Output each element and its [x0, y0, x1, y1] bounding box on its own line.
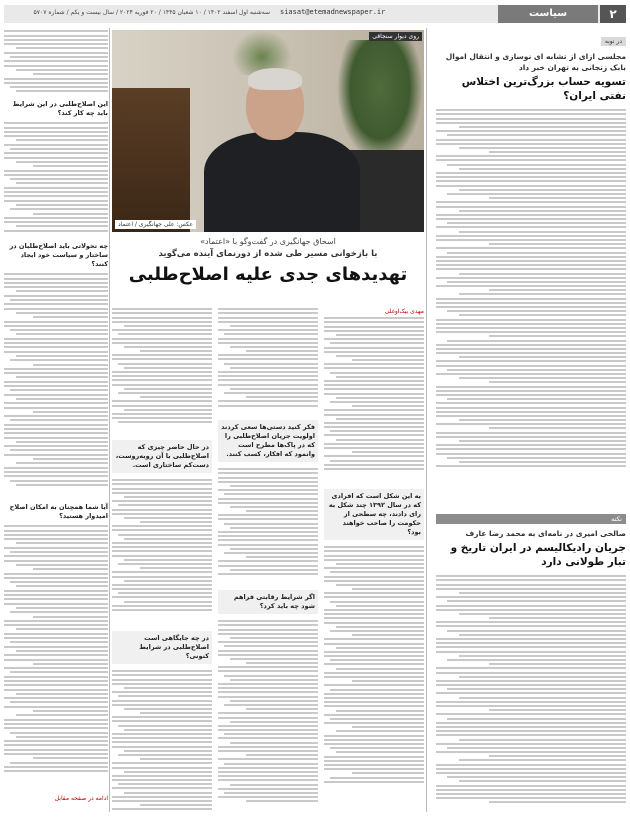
article-title: تهدیدهای جدی علیه اصلاح‌طلبی: [128, 264, 408, 285]
story-kicker: مجلسی ازای از تشابه ای نوسازی و انتقال اموال بابک زنجانی به تهران خبر داد: [445, 52, 626, 72]
left-column: [4, 28, 108, 812]
right-column: [436, 28, 626, 812]
interview-question: آیا شما همچنان به امکان اصلاح امیدوار هستید؟: [9, 503, 108, 520]
chair: [350, 150, 424, 232]
note-body: [436, 573, 626, 820]
pull-question: [218, 590, 318, 614]
question-text: اگر شرایط رقابتی فراهم شود چه باید کرد؟: [233, 593, 315, 610]
page-header: [4, 5, 626, 23]
photo-caption: عکس: علی جهانگیری / اعتماد: [115, 220, 196, 229]
interview-photo: [112, 30, 424, 232]
bookshelf: [112, 88, 190, 232]
pull-question: [324, 489, 424, 540]
question-text: در حال حاضر چیزی که اصلاح‌طلبی با آن روبه‌روست، دست‌کم ساختاری است.: [115, 443, 209, 469]
question-text: فکر کنید دستی‌ها سعی کردند اولویت جریان اصلاح‌طلبی را که در پاک‌ها مطرح است وانمود که افکار، کسب کنند.: [221, 423, 315, 458]
column-divider: [109, 28, 110, 812]
interview-question: چه تحولاتی باید اصلاح‌طلبان در ساختار و سیاست خود ایجاد کنند؟: [9, 242, 108, 268]
note-tag: نکته: [436, 514, 626, 524]
section-email: siasat@etemadnewspaper.ir: [280, 8, 386, 16]
column-divider: [426, 28, 427, 812]
question-text: در چه جایگاهی است اصلاح‌طلبی در شرایط کنونی؟: [139, 634, 209, 660]
page-number: ۲: [600, 5, 626, 23]
pull-question: [112, 631, 212, 664]
article-title-block: [112, 236, 424, 288]
photo-tag: روی دیوار سنجاقی: [369, 32, 422, 41]
note-kicker: صالحی امیری در نامه‌ای به محمد رضا عارف: [465, 529, 626, 538]
pull-question: [112, 440, 212, 473]
question-text: به این شکل است که افرادی که در سال ۱۳۹۲ چند شکل به رای دادند، چه سطحی از حکومت را صاحب خواهند بود؟: [328, 492, 421, 536]
article-column: [112, 306, 212, 812]
continued-note: ادامه در صفحه مقابل: [54, 795, 108, 802]
issue-date-line: سه‌شنبه اول اسفند ۱۴۰۲ / ۱۰ شعبان ۱۴۴۵ / ۲۰ فوریه ۲۰۲۴ / سال بیست و یکم / شماره ۵۷۰۷: [33, 9, 270, 16]
article-supertitle: اسحاق جهانگیری در گفت‌وگو با «اعتماد»: [200, 237, 336, 246]
note-box: [436, 514, 626, 820]
article-subtitle: با بازخوانی مسیر طی شده از دورنمای آینده می‌گوید: [158, 249, 378, 259]
story-headline: تسویه حساب بزرگ‌ترین اختلاس نفتی ایران؟: [461, 76, 626, 102]
story-tag: در نوبه: [601, 37, 626, 46]
pull-question: [218, 420, 318, 462]
interviewee-portrait: [204, 70, 360, 232]
note-headline: جریان رادیکالیسم در ایران تاریخ و تبار طولانی دارد: [450, 542, 626, 568]
section-label: سیاست: [498, 5, 598, 23]
interview-question: این اصلاح‌طلبی در این شرایط باید چه کار کند؟: [12, 100, 108, 117]
article-column: [324, 306, 424, 812]
byline: مهدی بیک‌اوغلی: [384, 308, 424, 315]
article-body: [112, 306, 424, 812]
article-column: [218, 306, 318, 812]
story-body: [436, 107, 626, 507]
